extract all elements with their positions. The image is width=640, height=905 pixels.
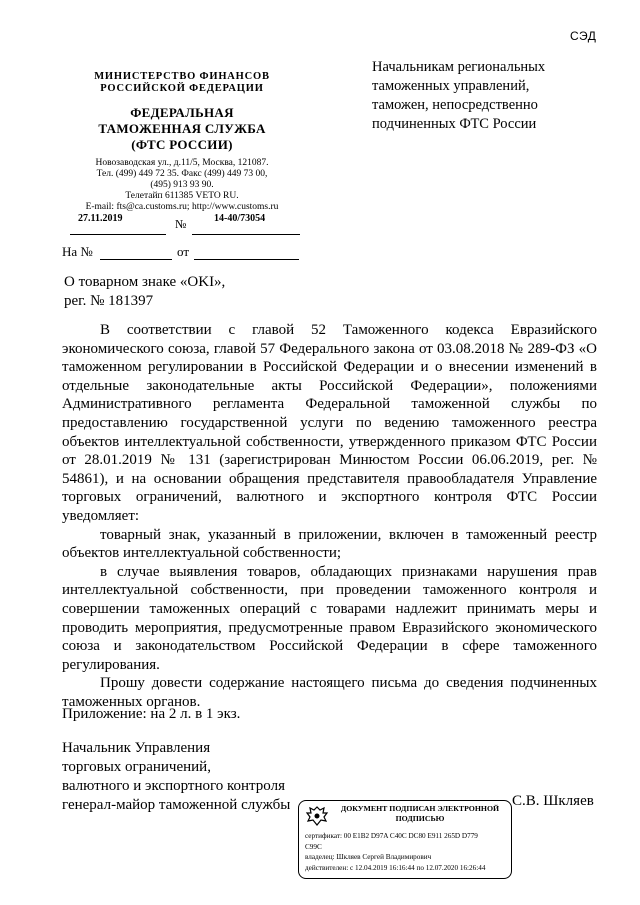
ref-label: На № (62, 244, 93, 259)
recipient-line: подчиненных ФТС России (372, 116, 537, 132)
subject (64, 273, 225, 311)
coat-of-arms-icon (303, 804, 331, 828)
signatory-line: генерал-майор таможенной службы (62, 797, 291, 813)
signatory-name: С.В. Шкляев (512, 793, 594, 809)
subject-line: О товарном знаке «OKI», (64, 274, 226, 290)
recipient-block (372, 58, 602, 134)
ministry-line: МИНИСТЕРСТВО ФИНАНСОВ (94, 71, 270, 82)
stamp-certificate-2: C99C (305, 842, 322, 851)
agency-line: ФЕДЕРАЛЬНАЯ (130, 105, 234, 120)
body-paragraph: в случае выявления товаров, обладающих признаками нарушения прав интеллектуальной собственности, при проведении таможенного контроля и совершении таможенных операций с товарами надлежит принимать меры и проводить мероприятия, предусмотренные правом Евразийского экономического союза и законодательством Российской Федерации в сфере таможенного регулирования. (62, 563, 597, 673)
teletype: Телетайп 611385 VETO RU. (125, 191, 239, 201)
body-paragraph: В соответствии с главой 52 Таможенного кодекса Евразийского экономического союза, главой 57 Федерального закона от 03.08.2018 № 289-ФЗ «О таможенном регулировании в Российской Федерации и о внесении изменений в отдельные законодательные акты Российской Федерации», положениями Административного регламента Федеральной таможенной службы по предоставлению государственной услуги по ведению таможенного реестра объектов интеллектуальной собственности, утвержденного приказом ФТС России от 28.01.2019 № 131 (зарегистрирован Минюстом России 06.06.2019, рег. № 54861), и на основании обращения представителя правообладателя Управление торговых ограничений, валютного и экспортного контроля ФТС России уведомляет: (62, 322, 597, 524)
phone-2: (495) 913 93 90. (150, 180, 214, 190)
stamp-owner: владелец: Шкляев Сергей Владимирович (305, 853, 432, 861)
stamp-validity: действителен: с 12.04.2019 16:16:44 по 12.07.2020 16:26:44 (305, 863, 486, 872)
number-sign: № (175, 217, 187, 231)
phone: Тел. (499) 449 72 35. Факс (499) 449 73 00, (96, 169, 268, 179)
signatory-line: валютного и экспортного контроля (62, 778, 285, 794)
ref-from-label: от (177, 244, 190, 259)
sed-label: СЭД (570, 29, 597, 43)
recipient-line: таможен, непосредственно (372, 97, 538, 113)
body-paragraph: Прошу довести содержание настоящего письма до сведения подчиненных таможенных органов. (62, 675, 597, 710)
contacts (62, 158, 302, 213)
stamp-title: ДОКУМЕНТ ПОДПИСАН ЭЛЕКТРОННОЙ ПОДПИСЬЮ (340, 804, 500, 823)
email: E-mail: fts@ca.customs.ru; http://www.customs.ru (85, 202, 279, 212)
agency-line: (ФТС РОССИИ) (131, 137, 233, 152)
agency-name (62, 105, 302, 153)
doc-date: 27.11.2019 (78, 213, 123, 224)
doc-number: 14-40/73054 (214, 213, 266, 224)
attachment-note: Приложение: на 2 л. в 1 экз. (62, 706, 241, 722)
stamp-details (305, 831, 507, 873)
number-underline (192, 234, 300, 235)
ref-date-underline (194, 259, 299, 260)
stamp-certificate: сертификат: 00 E1B2 D97A C40C DC80 E911 265D D779 (305, 832, 478, 840)
ministry-name (62, 71, 302, 95)
ref-number-underline (100, 259, 172, 260)
doc-date-number (70, 213, 300, 235)
electronic-signature-stamp (298, 800, 512, 879)
letterhead (62, 71, 302, 213)
signatory-line: Начальник Управления (62, 740, 211, 756)
signatory-title (62, 739, 290, 815)
ministry-line: РОССИЙСКОЙ ФЕДЕРАЦИИ (100, 83, 264, 94)
signatory-line: торговых ограничений, (62, 759, 211, 775)
letter-body (62, 321, 597, 711)
agency-line: ТАМОЖЕННАЯ СЛУЖБА (98, 121, 266, 136)
address: Новозаводская ул., д.11/5, Москва, 121087. (95, 158, 269, 168)
date-underline (70, 234, 166, 235)
recipient-line: таможенных управлений, (372, 78, 530, 94)
body-paragraph: товарный знак, указанный в приложении, включен в таможенный реестр объектов интеллектуальной собственности; (62, 526, 597, 562)
reference-line (62, 244, 190, 260)
subject-line: рег. № 181397 (64, 293, 154, 309)
recipient-line: Начальникам региональных (372, 59, 546, 75)
